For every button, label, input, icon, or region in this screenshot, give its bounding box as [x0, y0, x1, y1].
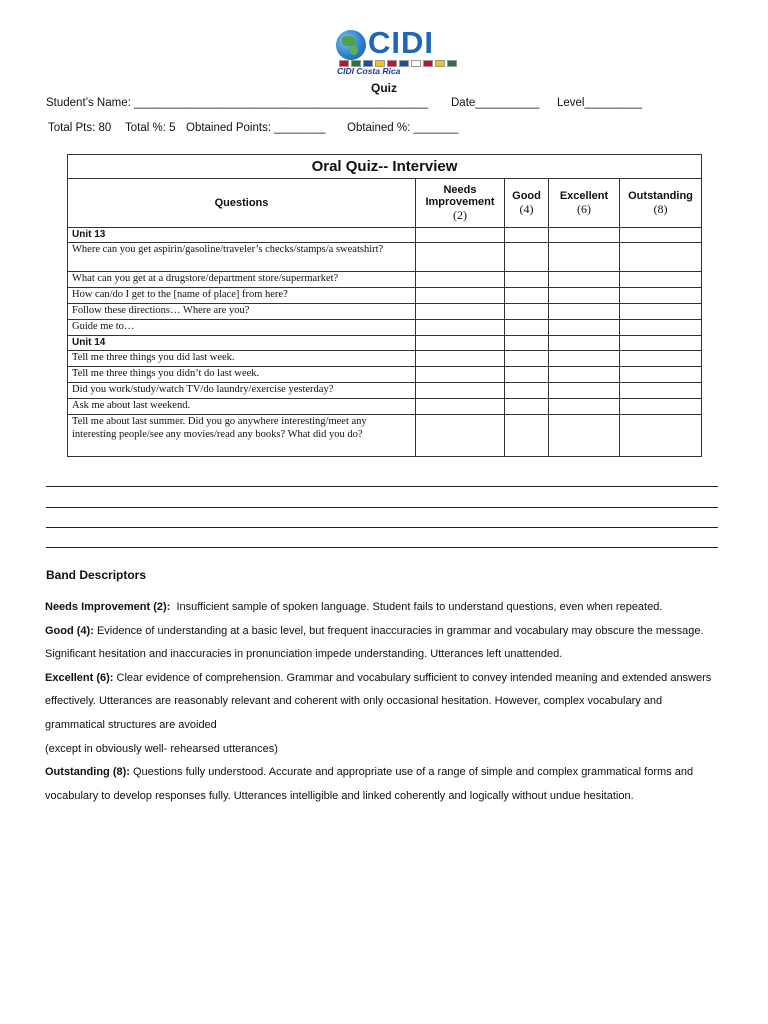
- score-cell[interactable]: [505, 304, 549, 320]
- score-cell[interactable]: [416, 383, 505, 399]
- column-outstanding: [620, 179, 702, 228]
- obtained-points-field: Obtained Points: ________: [186, 122, 326, 134]
- table-row: [68, 367, 702, 383]
- band-descriptors: [45, 596, 725, 808]
- score-cell[interactable]: [505, 351, 549, 367]
- score-cell[interactable]: [505, 272, 549, 288]
- question-text: Where can you get aspirin/gasoline/traveler’s checks/stamps/a sweatshirt?: [68, 243, 416, 272]
- score-cell[interactable]: [505, 399, 549, 415]
- score-cell[interactable]: [505, 228, 549, 243]
- score-cell[interactable]: [505, 320, 549, 336]
- comment-line[interactable]: [46, 527, 718, 528]
- descriptor-text: Evidence of understanding at a basic level, but frequent inaccuracies in grammar and vocabulary may obscure the message. Significant hesitation and inaccuracies in pronunciation impede understanding. Utterances left unattended.: [45, 624, 704, 661]
- score-cell[interactable]: [620, 243, 702, 272]
- unit-label: Unit 14: [68, 336, 416, 351]
- column-excellent: [549, 179, 620, 228]
- score-cell[interactable]: [549, 367, 620, 383]
- column-needs-improvement: [416, 179, 505, 228]
- question-text: Did you work/study/watch TV/do laundry/exercise yesterday?: [68, 383, 416, 399]
- quiz-table: [67, 154, 702, 457]
- logo-brand: CIDI: [368, 25, 434, 60]
- column-questions: Questions: [68, 179, 416, 228]
- score-cell[interactable]: [416, 351, 505, 367]
- score-cell[interactable]: [416, 304, 505, 320]
- question-text: What can you get at a drugstore/department store/supermarket?: [68, 272, 416, 288]
- score-cell[interactable]: [549, 272, 620, 288]
- flag-icon: [411, 60, 421, 67]
- column-outstanding-label: Outstanding: [628, 189, 693, 202]
- score-cell[interactable]: [620, 336, 702, 351]
- descriptor-needs-improvement: [45, 596, 725, 620]
- score-cell[interactable]: [620, 228, 702, 243]
- cidi-logo: [334, 25, 438, 78]
- score-cell[interactable]: [549, 320, 620, 336]
- score-cell[interactable]: [620, 415, 702, 457]
- table-row: [68, 304, 702, 320]
- score-cell[interactable]: [549, 304, 620, 320]
- column-needs-label: Needs Improvement: [425, 183, 495, 208]
- level-field: Level_________: [557, 97, 643, 109]
- question-text: Tell me three things you didn’t do last week.: [68, 367, 416, 383]
- score-cell[interactable]: [620, 272, 702, 288]
- question-text: Tell me three things you did last week.: [68, 351, 416, 367]
- table-row: [68, 272, 702, 288]
- flag-icon: [447, 60, 457, 67]
- table-row: [68, 320, 702, 336]
- date-field: Date__________: [451, 97, 540, 109]
- comment-line[interactable]: [46, 507, 718, 508]
- table-row: [68, 415, 702, 457]
- obtained-percent-field: Obtained %: _______: [347, 122, 459, 134]
- logo-subtitle: CIDI Costa Rica: [337, 66, 401, 76]
- total-percent: Total %: 5: [125, 122, 176, 134]
- flag-icon: [423, 60, 433, 67]
- descriptor-excellent: [45, 667, 725, 738]
- score-cell[interactable]: [505, 288, 549, 304]
- page-title: Quiz: [371, 81, 397, 95]
- score-cell[interactable]: [416, 399, 505, 415]
- globe-icon: [336, 30, 366, 60]
- descriptor-label: Excellent (6):: [45, 671, 114, 684]
- table-row: [68, 383, 702, 399]
- score-cell[interactable]: [416, 272, 505, 288]
- unit-row: [68, 336, 702, 351]
- descriptor-outstanding: [45, 761, 725, 808]
- score-cell[interactable]: [416, 320, 505, 336]
- column-outstanding-score: (8): [653, 201, 668, 216]
- score-cell[interactable]: [620, 383, 702, 399]
- score-cell[interactable]: [416, 367, 505, 383]
- flag-icon: [399, 60, 409, 67]
- score-cell[interactable]: [620, 304, 702, 320]
- score-cell[interactable]: [505, 415, 549, 457]
- comment-line[interactable]: [46, 486, 718, 487]
- column-needs-score: (2): [453, 207, 467, 222]
- score-cell[interactable]: [416, 336, 505, 351]
- total-points: Total Pts: 80: [48, 122, 112, 134]
- table-row: [68, 288, 702, 304]
- score-cell[interactable]: [549, 415, 620, 457]
- question-text: Follow these directions… Where are you?: [68, 304, 416, 320]
- score-cell[interactable]: [416, 228, 505, 243]
- question-text: Tell me about last summer. Did you go anywhere interesting/meet any interesting people/see any movies/read any books? What did you do?: [68, 415, 416, 457]
- descriptor-label: Good (4):: [45, 624, 94, 637]
- score-cell[interactable]: [620, 320, 702, 336]
- score-cell[interactable]: [549, 383, 620, 399]
- score-cell[interactable]: [416, 288, 505, 304]
- column-good: [505, 179, 549, 228]
- score-cell[interactable]: [549, 399, 620, 415]
- score-cell[interactable]: [549, 228, 620, 243]
- score-cell[interactable]: [620, 288, 702, 304]
- table-title: Oral Quiz-- Interview: [68, 155, 702, 179]
- descriptor-text: Questions fully understood. Accurate and appropriate use of a range of simple and complex grammatical forms and vocabulary to develop responses fully. Utterances intelligible and linked coherently and logically without undue hesitation.: [45, 766, 694, 802]
- student-name-field: Student’s Name: ______________________________________________: [46, 97, 429, 109]
- score-cell[interactable]: [620, 351, 702, 367]
- score-cell[interactable]: [505, 383, 549, 399]
- score-cell[interactable]: [505, 243, 549, 272]
- column-good-label: Good: [512, 189, 541, 202]
- band-descriptors-title: Band Descriptors: [46, 568, 147, 582]
- score-cell[interactable]: [620, 399, 702, 415]
- table-row: [68, 351, 702, 367]
- descriptor-label: Outstanding (8):: [45, 766, 130, 779]
- column-excellent-label: Excellent: [559, 189, 609, 202]
- descriptor-label: Needs Improvement (2):: [45, 601, 171, 613]
- question-text: Ask me about last weekend.: [68, 399, 416, 415]
- descriptor-text: Insufficient sample of spoken language. Student fails to understand questions, even when repeated.: [176, 601, 663, 613]
- descriptor-text: Clear evidence of comprehension. Grammar and vocabulary sufficient to convey intended meaning and extended answers effectively. Utterances are reasonably relevant and coherent with only occasional hesitation. However, complex vocabulary and grammatical structures are avoided: [45, 671, 712, 731]
- score-cell[interactable]: [549, 243, 620, 272]
- score-cell[interactable]: [620, 367, 702, 383]
- column-good-score: (4): [519, 201, 534, 216]
- score-cell[interactable]: [549, 288, 620, 304]
- unit-label: Unit 13: [68, 228, 416, 243]
- table-row: [68, 243, 702, 272]
- score-cell[interactable]: [549, 351, 620, 367]
- comment-line[interactable]: [46, 547, 718, 548]
- descriptor-excellent-extra: (except in obviously well- rehearsed utterances): [45, 742, 278, 755]
- score-cell[interactable]: [416, 415, 505, 457]
- score-cell[interactable]: [505, 336, 549, 351]
- score-cell[interactable]: [549, 336, 620, 351]
- question-text: Guide me to…: [68, 320, 416, 336]
- flag-icon: [435, 60, 445, 67]
- score-cell[interactable]: [416, 243, 505, 272]
- column-excellent-score: (6): [577, 201, 591, 216]
- table-header-row: [68, 179, 702, 228]
- descriptor-good: [45, 620, 725, 667]
- question-text: How can/do I get to the [name of place] from here?: [68, 288, 416, 304]
- score-cell[interactable]: [505, 367, 549, 383]
- unit-row: [68, 228, 702, 243]
- table-row: [68, 399, 702, 415]
